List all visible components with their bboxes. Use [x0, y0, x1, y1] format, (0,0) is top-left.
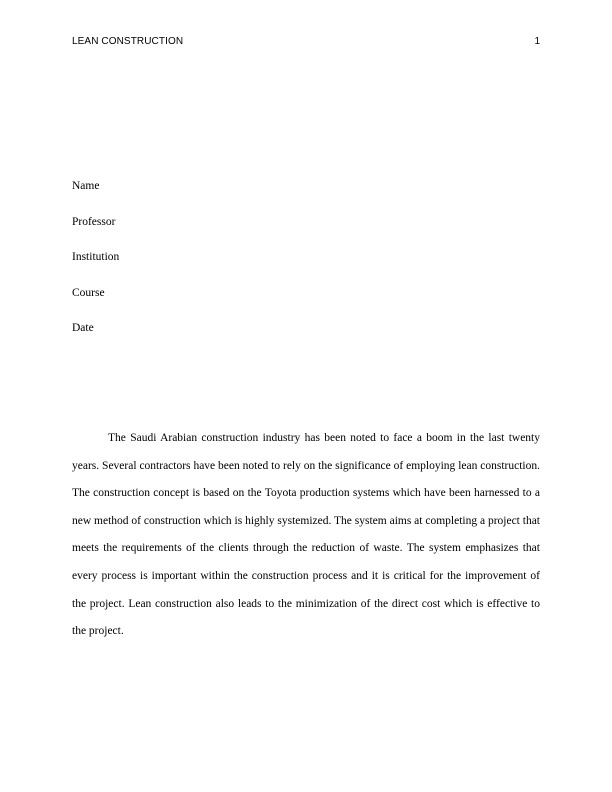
student-name-line: Name [72, 180, 100, 192]
professor-line: Professor [72, 215, 116, 228]
body-paragraph: The Saudi Arabian construction industry has been noted to face a boom in the last twenty years. Several contractors have been noted to rely on the significance of employing lean construction. The construction concept is based on the Toyota production systems which have been harnessed to a new method of construction which is highly systemized. The system aims at completing a project that meets the requirements of the clients through the reduction of waste. The system emphasizes that every process is important within the construction process and it is critical for the improvement of the project. Lean construction also leads to the minimization of the direct cost which is effective to the project. [72, 432, 540, 638]
date-line: Date [72, 322, 94, 335]
course-line: Course [72, 286, 105, 299]
running-head-title: LEAN CONSTRUCTION [72, 36, 184, 47]
page-header [72, 36, 540, 50]
institution-line: Institution [72, 251, 120, 264]
page-number: 1 [534, 36, 540, 47]
title-block [72, 178, 119, 356]
